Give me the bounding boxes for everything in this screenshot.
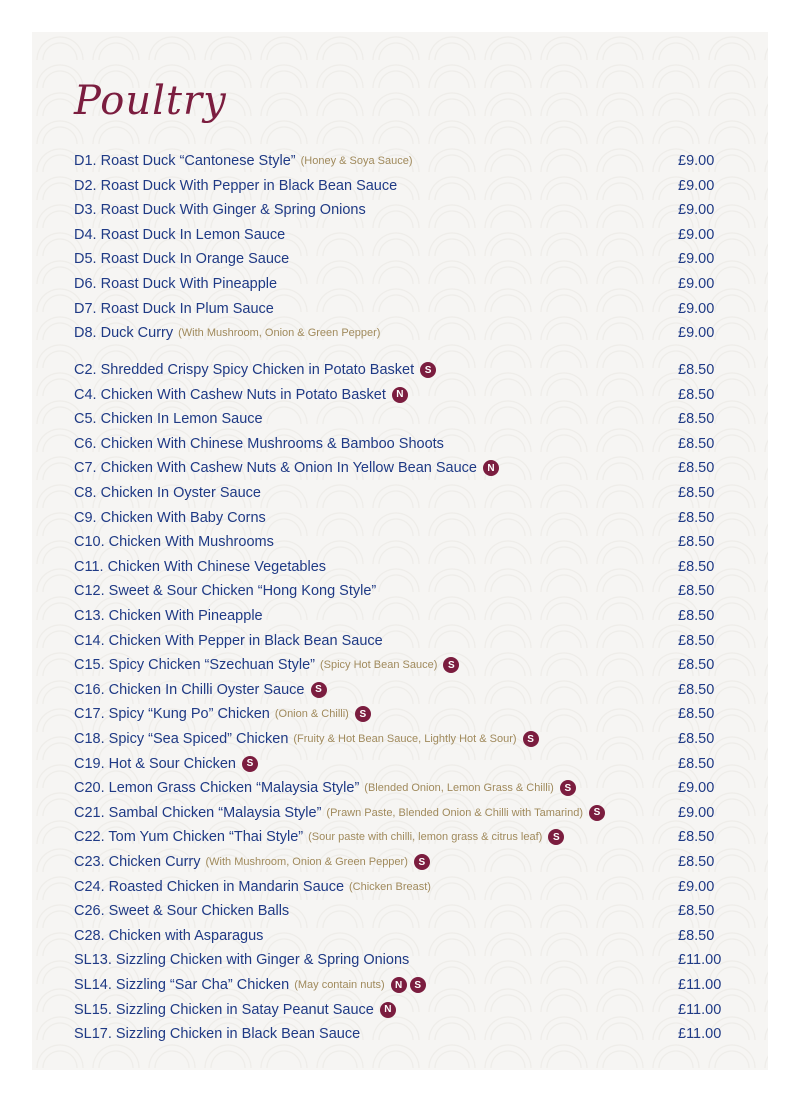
menu-item-name: C22. Tom Yum Chicken “Thai Style”	[74, 829, 304, 846]
menu-item-name-group	[74, 780, 576, 796]
menu-item-price: £8.50	[678, 829, 715, 846]
menu-item	[74, 583, 724, 605]
menu-item-price: £8.50	[678, 460, 715, 477]
menu-item-name: C14. Chicken With Pepper in Black Bean Sauce	[74, 632, 383, 649]
menu-item-name: D1. Roast Duck “Cantonese Style”	[74, 153, 296, 169]
menu-item-name: D3. Roast Duck With Ginger & Spring Onions	[74, 202, 366, 219]
spicy-badge-icon: S	[523, 731, 539, 747]
menu-item-name: C21. Sambal Chicken “Malaysia Style”	[74, 804, 322, 821]
menu-item-price: £9.00	[678, 276, 715, 292]
menu-item	[74, 436, 724, 458]
spicy-badge-icon: S	[311, 682, 327, 698]
menu-item-price: £8.50	[678, 681, 715, 698]
menu-item-price: £8.50	[678, 706, 715, 723]
nuts-badge-icon: N	[483, 460, 499, 476]
menu-item-name-group	[74, 251, 289, 267]
spicy-badge-icon: S	[443, 657, 459, 673]
menu-item-name-group	[74, 583, 376, 599]
spicy-badge-icon: S	[420, 362, 436, 378]
spicy-badge-icon: S	[560, 780, 576, 796]
menu-item	[74, 460, 724, 482]
menu-item-name: C15. Spicy Chicken “Szechuan Style”	[74, 657, 315, 674]
menu-item	[74, 387, 724, 409]
menu-item-price: £11.00	[678, 1001, 722, 1018]
menu-item	[74, 633, 724, 655]
menu-item-name-group	[74, 276, 277, 292]
menu-item-name: C6. Chicken With Chinese Mushrooms & Bamboo Shoots	[74, 435, 444, 452]
menu-item-note: (Spicy Hot Bean Sauce)	[319, 659, 438, 672]
menu-item-price: £8.50	[678, 435, 715, 452]
menu-item-price: £8.50	[678, 608, 715, 624]
menu-item-name: SL15. Sizzling Chicken in Satay Peanut Sauce	[74, 1001, 374, 1018]
menu-item	[74, 682, 724, 704]
menu-item-name: C2. Shredded Crispy Spicy Chicken in Potato Basket	[74, 362, 415, 378]
menu-item-name: D5. Roast Duck In Orange Sauce	[74, 251, 290, 268]
menu-item-note: (With Mushroom, Onion & Green Pepper)	[205, 856, 408, 868]
menu-item-name-group	[74, 510, 266, 526]
menu-item-note: (Fruity & Hot Bean Sauce, Lightly Hot & Sour)	[293, 733, 517, 745]
menu-item-note: (Chicken Breast)	[349, 880, 431, 893]
menu-item-name: C19. Hot & Sour Chicken	[74, 755, 236, 772]
menu-item-price: £8.50	[678, 632, 715, 649]
menu-item-name-group	[74, 1002, 396, 1018]
menu-item-name: C24. Roasted Chicken in Mandarin Sauce	[74, 878, 345, 895]
menu-item-price: £8.50	[678, 755, 715, 772]
menu-item-name: C12. Sweet & Sour Chicken “Hong Kong Style”	[74, 583, 377, 600]
menu-item-name-group	[74, 657, 459, 673]
spicy-badge-icon: S	[355, 706, 371, 722]
menu-item-name: C23. Chicken Curry	[74, 854, 201, 870]
menu-item-name: SL13. Sizzling Chicken with Ginger & Spring Onions	[74, 952, 410, 969]
menu-item-name: C18. Spicy “Sea Spiced” Chicken	[74, 731, 289, 747]
menu-item-price: £8.50	[678, 411, 715, 428]
menu-item-name-group	[74, 362, 436, 378]
menu-item-price: £8.50	[678, 583, 715, 600]
menu-item-name: D8. Duck Curry	[74, 325, 174, 342]
menu-item-note: (Onion & Chilli)	[274, 708, 349, 721]
menu-item	[74, 559, 724, 581]
menu-item-price: £11.00	[678, 1026, 722, 1043]
menu-item-name-group	[74, 903, 289, 919]
menu-item	[74, 178, 724, 200]
menu-item-name: C26. Sweet & Sour Chicken Balls	[74, 903, 290, 920]
menu-item	[74, 485, 724, 507]
spicy-badge-icon: S	[548, 829, 564, 845]
menu-item-name-group	[74, 387, 408, 403]
menu-item-note: (With Mushroom, Onion & Green Pepper)	[178, 327, 381, 340]
menu-item	[74, 879, 724, 901]
spicy-badge-icon: S	[589, 805, 605, 821]
menu-item-name-group	[74, 1026, 360, 1042]
menu-item	[74, 1026, 724, 1048]
nuts-badge-icon: N	[391, 977, 407, 993]
menu-item-price: £11.00	[678, 952, 722, 969]
section-title: Poultry	[74, 78, 227, 124]
menu-item-price: £8.50	[678, 509, 715, 526]
menu-item-name: C7. Chicken With Cashew Nuts & Onion In Yellow Bean Sauce	[74, 460, 477, 477]
menu-item-price: £8.50	[678, 854, 715, 870]
menu-item-name: C17. Spicy “Kung Po” Chicken	[74, 706, 270, 723]
menu-item	[74, 854, 724, 876]
menu-item	[74, 534, 724, 556]
menu-item	[74, 928, 724, 950]
menu-item-name-group	[74, 928, 263, 944]
spicy-badge-icon: S	[242, 756, 258, 772]
spicy-badge-icon: S	[414, 854, 430, 870]
menu-item-price: £9.00	[678, 878, 715, 895]
menu-item	[74, 510, 724, 532]
menu-item-price: £8.50	[678, 362, 715, 378]
menu-item-name: D4. Roast Duck In Lemon Sauce	[74, 226, 286, 243]
menu-item-name: C13. Chicken With Pineapple	[74, 608, 263, 624]
menu-item	[74, 362, 724, 384]
menu-item-name: C5. Chicken In Lemon Sauce	[74, 411, 263, 428]
menu-item-name: C8. Chicken In Oyster Sauce	[74, 485, 261, 501]
menu-item	[74, 276, 724, 298]
menu-item-name: C20. Lemon Grass Chicken “Malaysia Style”	[74, 780, 360, 797]
menu-item	[74, 903, 724, 925]
menu-item-name-group	[74, 460, 499, 476]
menu-item-note: (May contain nuts)	[294, 979, 385, 991]
menu-item-price: £8.50	[678, 903, 715, 920]
menu-item	[74, 756, 724, 778]
menu-item-price: £8.50	[678, 485, 715, 501]
menu-item	[74, 608, 724, 630]
menu-item-price: £9.00	[678, 177, 715, 194]
menu-item-name-group	[74, 682, 327, 698]
spicy-badge-icon: S	[410, 977, 426, 993]
menu-item-name: C28. Chicken with Asparagus	[74, 927, 264, 944]
menu-item-price: £9.00	[678, 251, 715, 268]
menu-item-note: (Sour paste with chilli, lemon grass & citrus leaf)	[308, 831, 543, 844]
menu-item-name-group	[74, 977, 426, 993]
menu-item	[74, 657, 724, 679]
menu-item-price: £9.00	[678, 153, 715, 169]
menu-item	[74, 780, 724, 802]
menu-item	[74, 153, 724, 175]
nuts-badge-icon: N	[392, 387, 408, 403]
menu-item-price: £9.00	[678, 780, 715, 797]
menu-item-price: £8.50	[678, 731, 715, 747]
menu-item-name-group	[74, 153, 413, 169]
menu-item-note: (Blended Onion, Lemon Grass & Chilli)	[364, 782, 554, 795]
menu-item	[74, 202, 724, 224]
menu-item-price: £9.00	[678, 202, 715, 219]
menu-item	[74, 977, 724, 999]
menu-item-name: C11. Chicken With Chinese Vegetables	[74, 558, 327, 575]
menu-item-name-group	[74, 559, 326, 575]
menu-item-name-group	[74, 879, 431, 895]
menu-item-name: D2. Roast Duck With Pepper in Black Bean Sauce	[74, 177, 398, 194]
menu-item-note: (Honey & Soya Sauce)	[300, 155, 413, 167]
menu-item	[74, 952, 724, 974]
menu-item	[74, 411, 724, 433]
menu-item-price: £11.00	[678, 977, 722, 993]
menu-item	[74, 301, 724, 323]
menu-item-name-group	[74, 633, 383, 649]
menu-item-name-group	[74, 829, 564, 845]
menu-item-price: £9.00	[678, 226, 715, 243]
menu-item-name-group	[74, 436, 444, 452]
nuts-badge-icon: N	[380, 1002, 396, 1018]
menu-item-name: C4. Chicken With Cashew Nuts in Potato Basket	[74, 386, 386, 403]
menu-item-name-group	[74, 178, 397, 194]
menu-item-name: D6. Roast Duck With Pineapple	[74, 276, 278, 292]
menu-item-name-group	[74, 706, 371, 722]
menu-item-name-group	[74, 608, 263, 624]
menu-item-name-group	[74, 854, 430, 870]
menu-item-name-group	[74, 534, 274, 550]
menu-item	[74, 805, 724, 827]
menu-item	[74, 706, 724, 728]
menu-item-name-group	[74, 301, 274, 317]
menu-item-name-group	[74, 411, 263, 427]
menu-item-name: SL14. Sizzling “Sar Cha” Chicken	[74, 977, 290, 993]
menu-item-price: £8.50	[678, 927, 715, 944]
menu-item	[74, 731, 724, 753]
menu-item-name: C16. Chicken In Chilli Oyster Sauce	[74, 681, 305, 698]
menu-item-name: C9. Chicken With Baby Corns	[74, 509, 266, 526]
menu-item	[74, 1002, 724, 1024]
menu-item-name-group	[74, 952, 409, 968]
menu-item-name: C10. Chicken With Mushrooms	[74, 534, 274, 551]
menu-item	[74, 829, 724, 851]
menu-item-price: £8.50	[678, 657, 715, 674]
menu-item-price: £8.50	[678, 534, 715, 551]
menu-item	[74, 325, 724, 347]
menu-item-price: £9.00	[678, 300, 715, 317]
menu-item-name: D7. Roast Duck In Plum Sauce	[74, 300, 274, 317]
menu-item-note: (Prawn Paste, Blended Onion & Chilli with Tamarind)	[326, 806, 583, 819]
menu-item-price: £9.00	[678, 325, 715, 342]
menu-item	[74, 227, 724, 249]
menu-item-name-group	[74, 731, 539, 747]
menu-item	[74, 251, 724, 273]
menu-item-name: SL17. Sizzling Chicken in Black Bean Sauce	[74, 1026, 361, 1043]
menu-item-price: £9.00	[678, 804, 715, 821]
menu-item-name-group	[74, 485, 261, 501]
menu-item-name-group	[74, 227, 285, 243]
menu-item-price: £8.50	[678, 386, 715, 403]
menu-item-name-group	[74, 325, 380, 341]
menu-item-name-group	[74, 756, 258, 772]
menu-item-name-group	[74, 805, 605, 821]
menu-item-name-group	[74, 202, 366, 218]
menu-item-price: £8.50	[678, 558, 715, 575]
